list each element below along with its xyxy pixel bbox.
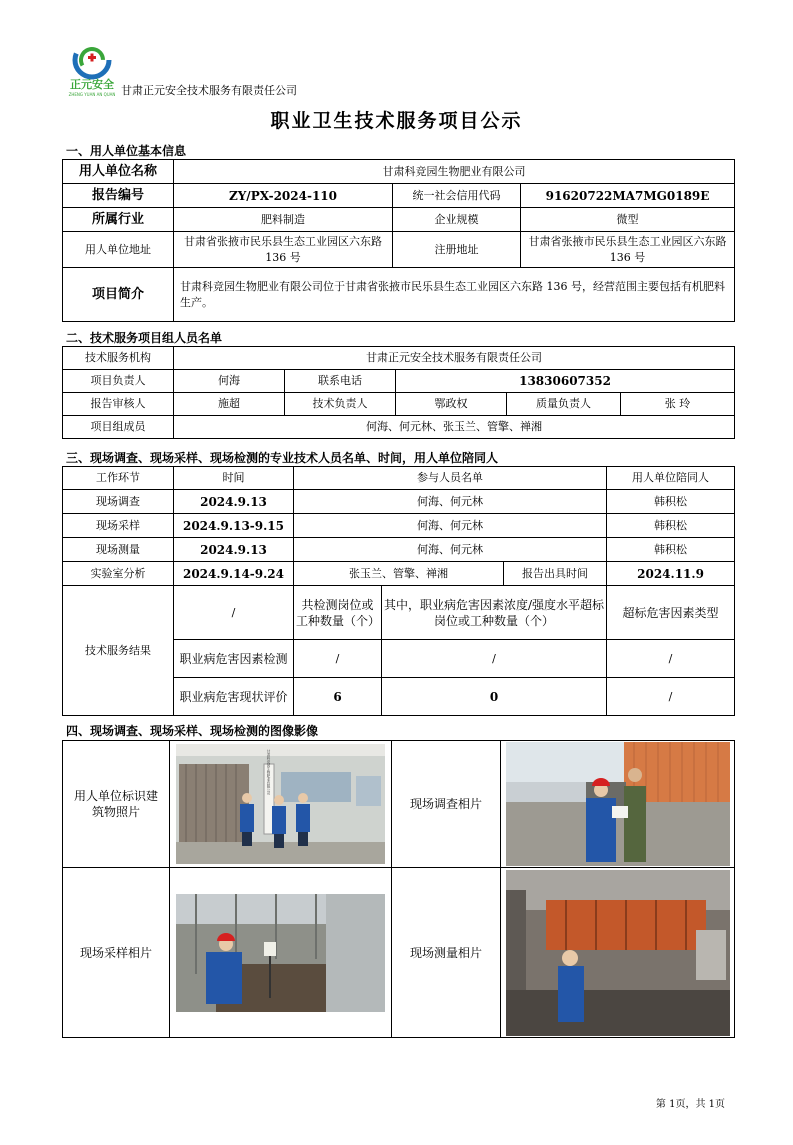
team-table bbox=[62, 346, 735, 439]
scale: 微型 bbox=[521, 208, 735, 232]
report-no-label: 报告编号 bbox=[63, 184, 174, 208]
photo2-label: 现场调查相片 bbox=[392, 741, 501, 868]
result-over: / bbox=[382, 640, 607, 678]
result-type-head: 超标危害因素类型 bbox=[607, 586, 735, 640]
report-no: ZY/PX-2024-110 bbox=[174, 184, 393, 208]
unit-name-label: 用人单位名称 bbox=[63, 160, 174, 184]
result-label: 技术服务结果 bbox=[63, 586, 174, 716]
reviewer: 施超 bbox=[174, 393, 285, 416]
page-title: 职业卫生技术服务项目公示 bbox=[270, 110, 523, 132]
credit-code: 91620722MA7MG0189E bbox=[521, 184, 735, 208]
lab-people: 张玉兰、管擎、禅湘 bbox=[294, 562, 504, 586]
result-over: 0 bbox=[382, 678, 607, 716]
lab-stage: 实验室分析 bbox=[63, 562, 174, 586]
result-item: 职业病危害因素检测 bbox=[174, 640, 294, 678]
col-people: 参与人员名单 bbox=[294, 467, 607, 490]
lab-time: 2024.9.14-9.24 bbox=[174, 562, 294, 586]
report-time-label: 报告出具时间 bbox=[504, 562, 607, 586]
table-row-people: 何海、何元林 bbox=[294, 538, 607, 562]
table-row-escort: 韩积松 bbox=[607, 514, 735, 538]
phone: 13830607352 bbox=[396, 370, 735, 393]
section4-heading: 四、现场调查、现场采样、现场检测的图像影像 bbox=[66, 724, 319, 738]
table-row-people: 何海、何元林 bbox=[294, 514, 607, 538]
credit-code-label: 统一社会信用代码 bbox=[393, 184, 521, 208]
photo1-label: 用人单位标识建筑物照片 bbox=[63, 741, 170, 868]
col-escort: 用人单位陪同人 bbox=[607, 467, 735, 490]
intro-label: 项目简介 bbox=[63, 268, 174, 322]
photo3-label: 现场采样相片 bbox=[63, 868, 170, 1038]
section3-heading: 三、现场调查、现场采样、现场检测的专业技术人员名单、时间，用人单位陪同人 bbox=[66, 451, 499, 465]
industry-label: 所属行业 bbox=[63, 208, 174, 232]
table-row-people: 何海、何元林 bbox=[294, 490, 607, 514]
unit-name: 甘肃科竞园生物肥业有限公司 bbox=[174, 160, 735, 184]
table-row-stage: 现场采样 bbox=[63, 514, 174, 538]
tech-lead-label: 技术负责人 bbox=[285, 393, 396, 416]
site-survey-photo bbox=[506, 742, 730, 866]
result-count-head: 共检测岗位或工种数量（个） bbox=[294, 586, 382, 640]
col-time: 时间 bbox=[174, 467, 294, 490]
section2-heading: 二、技术服务项目组人员名单 bbox=[66, 331, 223, 345]
svg-text:甘肃科竞园生物肥业有限公司: 甘肃科竞园生物肥业有限公司 bbox=[267, 749, 271, 795]
table-row-escort: 韩积松 bbox=[607, 538, 735, 562]
address-label: 用人单位地址 bbox=[63, 232, 174, 268]
phone-label: 联系电话 bbox=[285, 370, 396, 393]
org: 甘肃正元安全技术服务有限责任公司 bbox=[174, 347, 735, 370]
result-over-head: 其中，职业病危害因素浓度/强度水平超标岗位或工种数量（个） bbox=[382, 586, 607, 640]
result-type: / bbox=[607, 678, 735, 716]
company-name-header: 甘肃正元安全技术服务有限责任公司 bbox=[121, 84, 297, 97]
reg-address-label: 注册地址 bbox=[393, 232, 521, 268]
leader: 何海 bbox=[174, 370, 285, 393]
quality-label: 质量负责人 bbox=[507, 393, 621, 416]
tech-lead: 鄂政权 bbox=[396, 393, 507, 416]
result-count: / bbox=[294, 640, 382, 678]
reg-address: 甘肃省张掖市民乐县生态工业园区六东路 136 号 bbox=[521, 232, 735, 268]
building-sign-photo bbox=[176, 744, 385, 864]
table-row-escort: 韩积松 bbox=[607, 490, 735, 514]
intro-text: 甘肃科竞园生物肥业有限公司位于甘肃省张掖市民乐县生态工业园区六东路 136 号，经营范围主要包括有机肥料生产。 bbox=[174, 268, 735, 322]
photo4-label: 现场测量相片 bbox=[392, 868, 501, 1038]
table-row-time: 2024.9.13 bbox=[174, 538, 294, 562]
table-row-stage: 现场测量 bbox=[63, 538, 174, 562]
quality: 张 玲 bbox=[621, 393, 735, 416]
leader-label: 项目负责人 bbox=[63, 370, 174, 393]
photo-table bbox=[62, 740, 735, 1038]
industry: 肥料制造 bbox=[174, 208, 393, 232]
table-row-time: 2024.9.13 bbox=[174, 490, 294, 514]
measurement-photo bbox=[506, 870, 730, 1036]
org-label: 技术服务机构 bbox=[63, 347, 174, 370]
page-number: 第 1页，共 1页 bbox=[655, 1099, 725, 1110]
col-stage: 工作环节 bbox=[63, 467, 174, 490]
table-row-time: 2024.9.13-9.15 bbox=[174, 514, 294, 538]
unit-info-table bbox=[62, 159, 735, 322]
report-time: 2024.11.9 bbox=[607, 562, 735, 586]
section1-heading: 一、用人单位基本信息 bbox=[66, 144, 187, 158]
address: 甘肃省张掖市民乐县生态工业园区六东路 136 号 bbox=[174, 232, 393, 268]
members-label: 项目组成员 bbox=[63, 416, 174, 439]
table-row-stage: 现场调查 bbox=[63, 490, 174, 514]
company-logo bbox=[68, 40, 116, 98]
reviewer-label: 报告审核人 bbox=[63, 393, 174, 416]
result-count: 6 bbox=[294, 678, 382, 716]
members: 何海、何元林、张玉兰、管擎、禅湘 bbox=[174, 416, 735, 439]
svg-text:ZHENG YUAN AN QUAN: ZHENG YUAN AN QUAN bbox=[68, 92, 116, 97]
sampling-photo bbox=[176, 894, 385, 1012]
result-item: 职业病危害现状评价 bbox=[174, 678, 294, 716]
svg-text:正元安全: 正元安全 bbox=[70, 78, 114, 91]
fieldwork-table bbox=[62, 466, 735, 716]
result-slash: / bbox=[174, 586, 294, 640]
result-type: / bbox=[607, 640, 735, 678]
scale-label: 企业规模 bbox=[393, 208, 521, 232]
